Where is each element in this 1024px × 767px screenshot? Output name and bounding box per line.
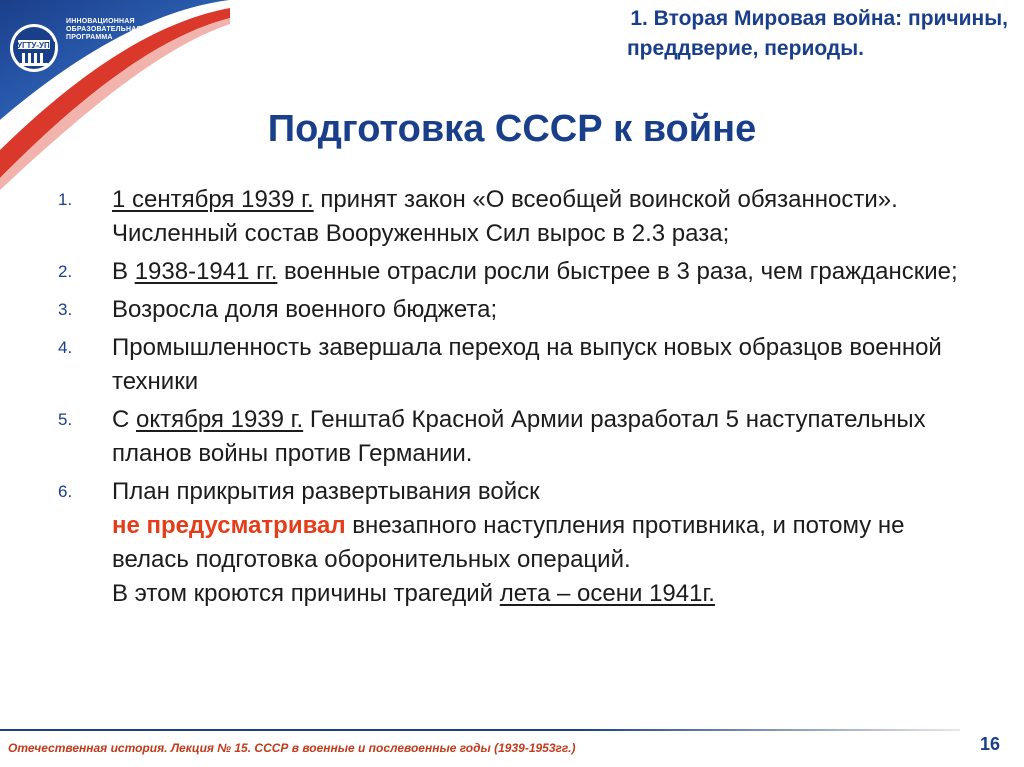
item-number: 3.: [58, 300, 73, 319]
logo-caption: [66, 18, 156, 42]
list-item: [58, 255, 963, 289]
item-body: внезапного наступления противника, и потому не велась подготовка оборонительных операций.: [112, 512, 905, 573]
item-number: 4.: [58, 338, 73, 357]
logo-line-3: ПРОГРАММА: [66, 34, 113, 41]
item-text: [112, 475, 963, 611]
item-number: 2.: [58, 262, 73, 281]
logo-line-1: ИННОВАЦИОННАЯ: [66, 18, 135, 25]
item-date: лета – осени 1941г.: [499, 580, 715, 607]
item-body: принят закон «О всеобщей воинской обязанности». Численный состав Вооруженных Сил вырос в 2.3 раза;: [112, 186, 898, 247]
item-highlight: не предусматривал: [112, 512, 346, 539]
page-number: 16: [979, 734, 1000, 754]
item-prefix: В: [112, 258, 135, 285]
item-prefix: С: [112, 406, 136, 433]
list-item: [58, 403, 963, 471]
item-body: военные отрасли росли быстрее в 3 раза, чем гражданские;: [277, 258, 958, 285]
emblem-text: УГТУ-УПИ: [17, 41, 56, 50]
list-item: [58, 183, 963, 251]
item-text: [112, 183, 963, 251]
footer-caption: Отечественная история. Лекция № 15. СССР в военные и послевоенные годы (1939-1953гг.): [8, 741, 576, 755]
list-item: [58, 331, 963, 399]
section-header-line-2: преддверие, периоды.: [627, 37, 864, 60]
logo-line-2: ОБРАЗОВАТЕЛЬНАЯ: [66, 26, 142, 33]
university-logo: [8, 8, 158, 78]
item-number: 1.: [58, 190, 73, 209]
item-number: 5.: [58, 410, 73, 429]
item-text: Возросла доля военного бюджета;: [112, 296, 498, 323]
points-list: [58, 183, 963, 615]
item-body: Генштаб Красной Армии разработал 5 наступательных планов войны против Германии.: [112, 406, 926, 467]
item-date: 1938-1941 гг.: [134, 258, 278, 285]
section-header-line-1: 1. Вторая Мировая война: причины,: [630, 7, 1008, 30]
item-text: [112, 403, 963, 471]
page-title: Подготовка СССР к войне: [267, 108, 757, 150]
item-number: 6.: [58, 482, 73, 501]
item-date: 1 сентября 1939 г.: [112, 186, 314, 213]
item-line-1: План прикрытия развертывания войск: [112, 478, 540, 505]
item-text: [112, 255, 963, 289]
item-text: Промышленность завершала переход на выпуск новых образцов военной техники: [112, 334, 942, 395]
section-header: [538, 4, 1008, 64]
list-item: [58, 475, 963, 611]
item-date: октября 1939 г.: [136, 406, 304, 433]
footer-divider: [0, 729, 960, 731]
item-last-prefix: В этом кроются причины трагедий: [112, 580, 500, 607]
list-item: [58, 293, 963, 327]
